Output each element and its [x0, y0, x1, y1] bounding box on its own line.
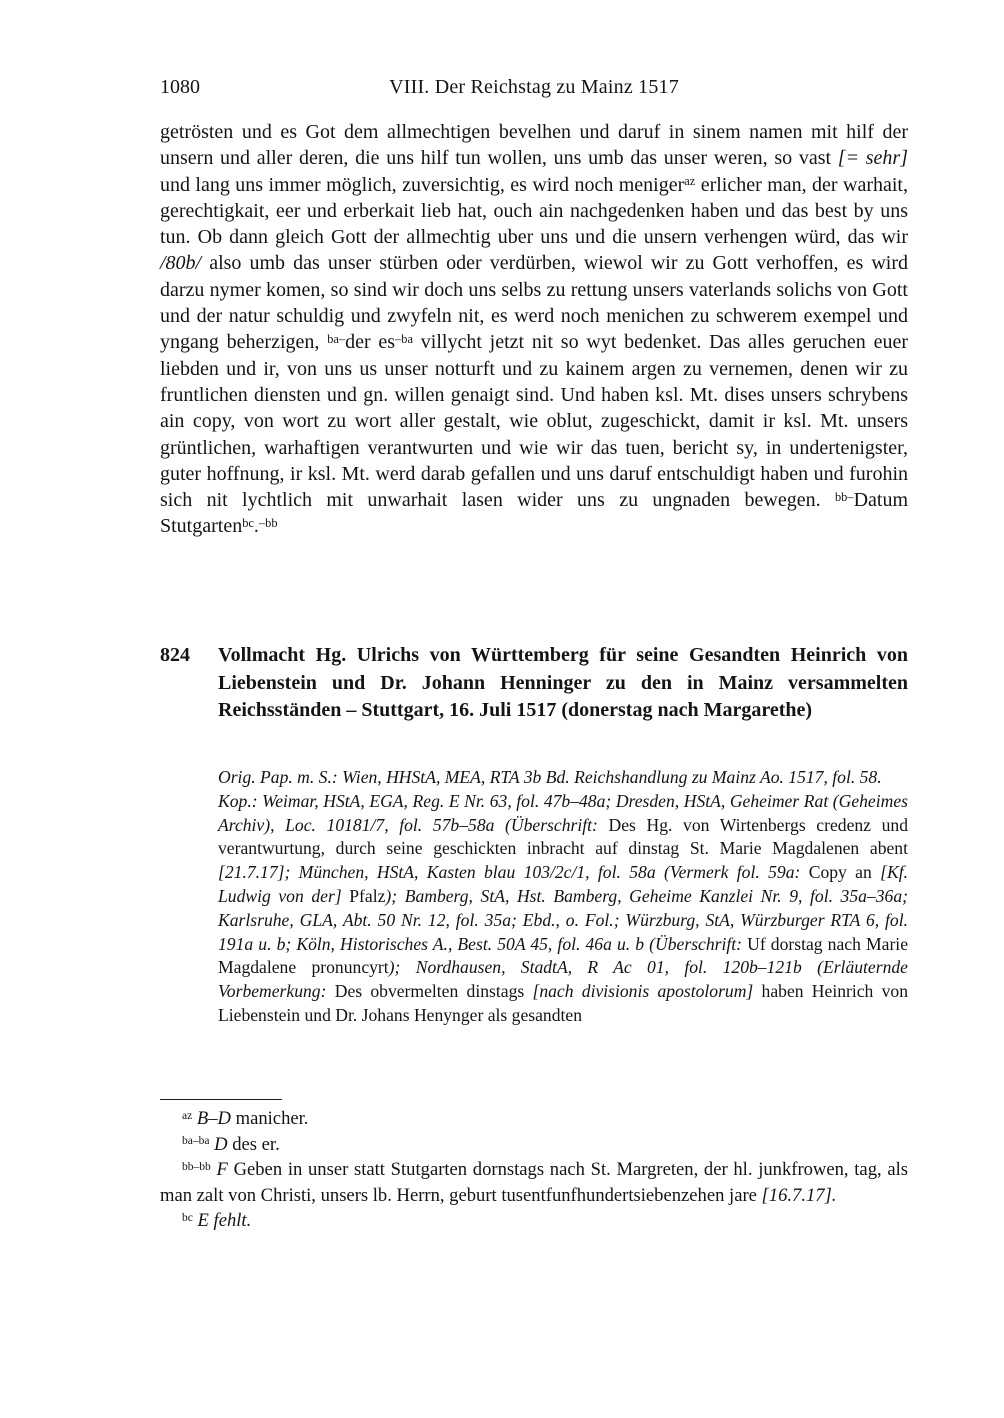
footnote-block: [160, 1106, 908, 1234]
footnote-bb: $^{bb-bb}$ F Geben in unser statt Stutgarten dornstags nach St. Margreten, der hl. junkfrowen, tag, als man zalt von Christi, unsers lb. Herrn, geburt tusentfunfhundertsiebenzehen jare [16.7.17].: [160, 1159, 908, 1206]
footnote-separator: [160, 1099, 282, 1100]
entry-title: Vollmacht Hg. Ulrichs von Württemberg für seine Gesandten Heinrich von Liebenstein und Dr. Johann Henninger zu den in Mainz versammelten Reichsständen – Stuttgart, 16. Juli 1517 (donerstag nach Margarethe): [218, 644, 908, 721]
source-paragraph-orig: Orig. Pap. m. S.: Wien, HHStA, MEA, RTA 3b Bd. Reichshandlung zu Mainz Ao. 1517, fol. 58.: [218, 767, 882, 787]
entry-heading: [160, 642, 908, 725]
page-number: 1080: [160, 76, 200, 98]
entry-number: 824: [160, 644, 190, 666]
footnote-az: $^{az}$ B–D manicher.: [182, 1108, 309, 1129]
body-paragraph: getrösten und es Got dem allmechtigen bevelhen und daruf in sinem namen mit hilf der unsern und aller deren, die uns hilf tun wollen, uns umb das unser weren, so vast [= sehr] und lang uns immer möglich, zuversichtig, es wird noch meniger$^{az}$ erlicher man, der warhait, gerechtigkait, eer und erberkait lieb hat, ouch ain nachgedenken haben und das best by uns tun. Ob dann gleich Gott der allmechtig uber uns und die unsern verhengen würd, das wir /80b/ also umb das unser stürben oder verdürben, wiewol wir zu Gott verhoffen, es wird darzu nymer komen, so sind wir doch uns selbs zu rettung unsers vaterlands solichs von Gott und der natur schuldig und zwyfeln nit, es werd noch menichen zu schwerem exempel und yngang beherzigen, $^{ba-}$der $es^{-ba}$ villycht jetzt nit so wyt bedenket. Das alles geruchen euer liebden und ir, von uns us unser notturft und zu kainem argen zu vernemen, denen wir zu fruntlichen diensten und gn. willen genaigt sind. Und haben ksl. Mt. dises unsers schrybens ain copy, von wort zu wort aller gestalt, wie oblut, zugeschickt, damit ir ksl. Mt. unsers grüntlichen, warhaftigen verantwurten und wie wir das tuen, bericht sy, in undertenigster, guter hoffnung, ir ksl. Mt. werd darab gefallen und uns daruf entschuldigt haben und furohin sich nit lychtlich mit unwarhait lasen wider uns zu ungnaden bewegen. $^{bb-}$Datum Stutgarten$^{bc}$.$^{-bb}$: [160, 121, 908, 538]
source-paragraph-kop: Kop.: Weimar, HStA, EGA, Reg. E Nr. 63, fol. 47b–48a; Dresden, HStA, Geheimer Rat (Geheimes Archiv), Loc. 10181/7, fol. 57b–58a (Überschrift: Des Hg. von Wirtenbergs credenz und verantwurtung, durch seine geschickten inbracht auf dinstag St. Marie Magdalenen abent [21.7.17]; München, HStA, Kasten blau 103/2c/1, fol. 58a (Vermerk fol. 59a: Copy an [Kf. Ludwig von der] Pfalz); Bamberg, StA, Hst. Bamberg, Geheime Kanzlei Nr. 9, fol. 35a–36a; Karlsruhe, GLA, Abt. 50 Nr. 12, fol. 35a; Ebd., o. Fol.; Würzburg, StA, Würzburger RTA 6, fol. 191a u. b; Köln, Historisches A., Best. 50A 45, fol. 46a u. b (Überschrift: Uf dorstag nach Marie Magdalene pronuncyrt); Nordhausen, StadtA, R Ac 01, fol. 120b–121b (Erläuternde Vorbemerkung: Des obvermelten dinstags [nach divisionis apostolorum] haben Heinrich von Liebenstein und Dr. Johans Henynger als gesandten: [218, 790, 908, 1025]
source-block: [218, 766, 908, 1028]
page-header: [160, 76, 908, 99]
footnote-bc: $^{bc}$ E fehlt.: [182, 1210, 252, 1232]
footnote-ba: $^{ba-ba}$ D des er.: [182, 1133, 280, 1155]
running-head: VIII. Der Reichstag zu Mainz 1517: [389, 76, 679, 98]
